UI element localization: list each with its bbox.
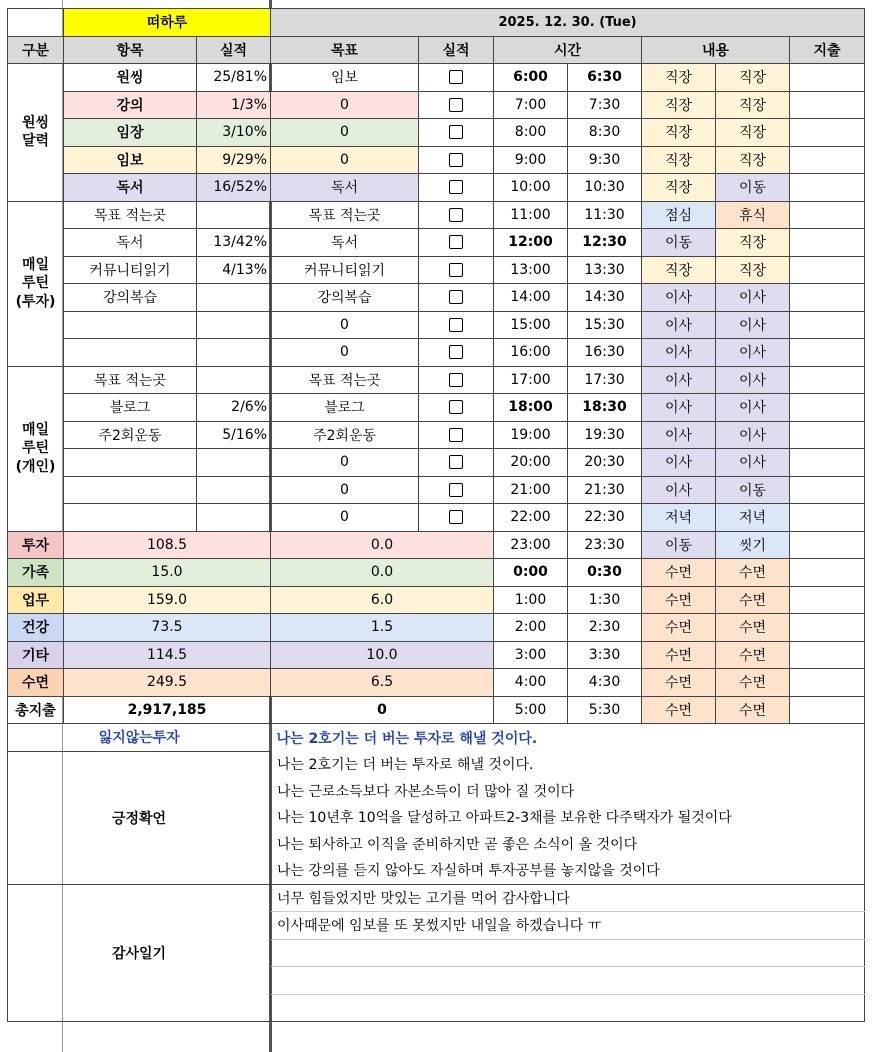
section-label: 매일 루틴 (개인): [8, 366, 64, 531]
time-end: 3:30: [568, 641, 642, 669]
routine-row: [8, 174, 865, 202]
checkbox-cell[interactable]: [419, 119, 494, 147]
affirmation-label: 긍정확언: [8, 751, 271, 884]
gratitude-line[interactable]: [271, 994, 865, 1022]
content-first-half[interactable]: 수면: [642, 614, 716, 642]
time-end: 10:30: [568, 174, 642, 202]
checkbox[interactable]: [449, 208, 463, 222]
routine-result: 4/13%: [197, 256, 271, 284]
routine-item[interactable]: 임보: [64, 146, 197, 174]
routine-item[interactable]: [64, 504, 197, 532]
time-end: 21:30: [568, 476, 642, 504]
summary-value: 249.5: [64, 669, 271, 697]
expense-cell[interactable]: [790, 641, 865, 669]
checkbox[interactable]: [449, 98, 463, 112]
header-row: [8, 36, 865, 64]
routine-row: [8, 91, 865, 119]
routine-item[interactable]: 원씽: [64, 64, 197, 92]
routine-result: 1/3%: [197, 91, 271, 119]
summary-value: 108.5: [64, 531, 271, 559]
content-first-half[interactable]: 점심: [642, 201, 716, 229]
summary-goal: 1.5: [271, 614, 494, 642]
content-second-half[interactable]: 이동: [716, 476, 790, 504]
header-expense: 지출: [790, 36, 865, 64]
content-first-half[interactable]: 직장: [642, 119, 716, 147]
content-second-half[interactable]: 이사: [716, 421, 790, 449]
summary-goal: 0.0: [271, 531, 494, 559]
time-start: 12:00: [494, 229, 568, 257]
routine-item[interactable]: 블로그: [64, 394, 197, 422]
expense-cell[interactable]: [790, 394, 865, 422]
summary-value: 15.0: [64, 559, 271, 587]
time-start: 14:00: [494, 284, 568, 312]
checkbox[interactable]: [449, 70, 463, 84]
checkbox[interactable]: [449, 180, 463, 194]
content-second-half[interactable]: 이사: [716, 366, 790, 394]
content-second-half[interactable]: 수면: [716, 696, 790, 724]
content-first-half[interactable]: 저녁: [642, 504, 716, 532]
gratitude-line[interactable]: [271, 967, 865, 995]
expense-cell[interactable]: [790, 559, 865, 587]
affirmation-line[interactable]: 나는 근로소득보다 자본소득이 더 많아 질 것이다: [271, 778, 865, 805]
checkbox[interactable]: [449, 263, 463, 277]
checkbox[interactable]: [449, 318, 463, 332]
expense-cell[interactable]: [790, 449, 865, 477]
checkbox-cell[interactable]: [419, 146, 494, 174]
header-content: 내용: [642, 36, 790, 64]
affirmation-line[interactable]: 나는 강의를 듣지 않아도 자실하며 투자공부를 놓지않을 것이다: [271, 857, 865, 884]
content-first-half[interactable]: 직장: [642, 146, 716, 174]
summary-label: 업무: [8, 586, 64, 614]
routine-goal[interactable]: 강의복습: [271, 284, 419, 312]
time-start: 19:00: [494, 421, 568, 449]
expense-cell[interactable]: [790, 284, 865, 312]
content-second-half[interactable]: 이사: [716, 311, 790, 339]
expense-cell[interactable]: [790, 174, 865, 202]
checkbox[interactable]: [449, 153, 463, 167]
expense-cell[interactable]: [790, 504, 865, 532]
time-start: 10:00: [494, 174, 568, 202]
time-start: 5:00: [494, 696, 568, 724]
expense-cell[interactable]: [790, 421, 865, 449]
content-second-half[interactable]: 이사: [716, 449, 790, 477]
summary-value: 73.5: [64, 614, 271, 642]
routine-result: [197, 311, 271, 339]
total-row: [8, 696, 865, 724]
checkbox-cell[interactable]: [419, 91, 494, 119]
content-first-half[interactable]: 수면: [642, 669, 716, 697]
affirmation-line[interactable]: 나는 퇴사하고 이직을 준비하지만 곧 좋은 소식이 올 것이다: [271, 831, 865, 858]
checkbox[interactable]: [449, 235, 463, 249]
checkbox[interactable]: [449, 428, 463, 442]
time-start: 23:00: [494, 531, 568, 559]
time-end: 7:30: [568, 91, 642, 119]
checkbox-cell[interactable]: [419, 174, 494, 202]
time-end: 9:30: [568, 146, 642, 174]
time-start: 3:00: [494, 641, 568, 669]
checkbox[interactable]: [449, 400, 463, 414]
content-second-half[interactable]: 직장: [716, 256, 790, 284]
expense-cell[interactable]: [790, 119, 865, 147]
routine-row: [8, 366, 865, 394]
routine-goal[interactable]: 목표 적는곳: [271, 201, 419, 229]
total-label: 총지출: [8, 696, 64, 724]
routine-item[interactable]: 주2회운동: [64, 421, 197, 449]
content-first-half[interactable]: 이동: [642, 531, 716, 559]
daily-planner-table: [7, 8, 865, 1022]
content-second-half[interactable]: 수면: [716, 586, 790, 614]
routine-goal[interactable]: 독서: [271, 174, 419, 202]
routine-item[interactable]: 강의복습: [64, 284, 197, 312]
checkbox-cell[interactable]: [419, 284, 494, 312]
summary-label: 건강: [8, 614, 64, 642]
routine-item[interactable]: 커뮤니티읽기: [64, 256, 197, 284]
checkbox-cell[interactable]: [419, 64, 494, 92]
time-end: 22:30: [568, 504, 642, 532]
slogan-row: [8, 724, 865, 752]
time-start: 21:00: [494, 476, 568, 504]
routine-item[interactable]: 임장: [64, 119, 197, 147]
expense-cell[interactable]: [790, 201, 865, 229]
routine-result: 3/10%: [197, 119, 271, 147]
total-goal: 0: [271, 696, 494, 724]
routine-row: [8, 229, 865, 257]
time-start: 20:00: [494, 449, 568, 477]
expense-cell[interactable]: [790, 91, 865, 119]
summary-row: [8, 669, 865, 697]
routine-item[interactable]: 목표 적는곳: [64, 366, 197, 394]
time-end: 8:30: [568, 119, 642, 147]
time-start: 11:00: [494, 201, 568, 229]
planner-body: [8, 9, 865, 1022]
planner-date: 2025. 12. 30. (Tue): [271, 9, 865, 37]
checkbox[interactable]: [449, 125, 463, 139]
time-start: 0:00: [494, 559, 568, 587]
content-first-half[interactable]: 직장: [642, 256, 716, 284]
checkbox[interactable]: [449, 290, 463, 304]
content-second-half[interactable]: 수면: [716, 559, 790, 587]
time-end: 17:30: [568, 366, 642, 394]
gratitude-line[interactable]: [271, 939, 865, 967]
content-first-half[interactable]: 이사: [642, 311, 716, 339]
affirmation-line[interactable]: 나는 2호기는 더 버는 투자로 해낼 것이다.: [271, 751, 865, 778]
expense-cell[interactable]: [790, 696, 865, 724]
content-first-half[interactable]: 이사: [642, 449, 716, 477]
time-end: 2:30: [568, 614, 642, 642]
summary-row: [8, 531, 865, 559]
routine-result: 25/81%: [197, 64, 271, 92]
routine-result: [197, 284, 271, 312]
checkbox-cell[interactable]: [419, 201, 494, 229]
routine-row: [8, 504, 865, 532]
header-goal: 목표: [271, 36, 419, 64]
checkbox-cell[interactable]: [419, 256, 494, 284]
time-start: 9:00: [494, 146, 568, 174]
routine-item[interactable]: [64, 339, 197, 367]
content-first-half[interactable]: 이동: [642, 229, 716, 257]
routine-goal[interactable]: 0: [271, 504, 419, 532]
checkbox-cell[interactable]: [419, 421, 494, 449]
summary-row: [8, 559, 865, 587]
time-end: 11:30: [568, 201, 642, 229]
header-result: 실적: [197, 36, 271, 64]
routine-goal[interactable]: 0: [271, 146, 419, 174]
summary-goal: 10.0: [271, 641, 494, 669]
routine-goal[interactable]: 독서: [271, 229, 419, 257]
routine-item[interactable]: 독서: [64, 229, 197, 257]
checkbox-cell[interactable]: [419, 476, 494, 504]
routine-row: [8, 394, 865, 422]
content-first-half[interactable]: 직장: [642, 174, 716, 202]
expense-cell[interactable]: [790, 669, 865, 697]
header-result2: 실적: [419, 36, 494, 64]
time-start: 4:00: [494, 669, 568, 697]
summary-row: [8, 586, 865, 614]
content-second-half[interactable]: 이동: [716, 174, 790, 202]
routine-goal[interactable]: 주2회운동: [271, 421, 419, 449]
summary-value: 159.0: [64, 586, 271, 614]
routine-goal[interactable]: 0: [271, 339, 419, 367]
affirmation-line[interactable]: 나는 10년후 10억을 달성하고 아파트2-3채를 보유한 다주택자가 될것이다: [271, 804, 865, 831]
routine-goal[interactable]: 목표 적는곳: [271, 366, 419, 394]
gratitude-line[interactable]: 이사때문에 임보를 또 못썼지만 내일을 하겠습니다 ㅠ: [271, 912, 865, 940]
content-second-half[interactable]: 수면: [716, 641, 790, 669]
checkbox-cell[interactable]: [419, 311, 494, 339]
routine-goal[interactable]: 0: [271, 91, 419, 119]
routine-row: [8, 201, 865, 229]
gratitude-line[interactable]: 너무 힘들었지만 맛있는 고기를 먹어 감사합니다: [271, 884, 865, 912]
time-start: 6:00: [494, 64, 568, 92]
routine-row: [8, 311, 865, 339]
expense-cell[interactable]: [790, 339, 865, 367]
routine-item[interactable]: 독서: [64, 174, 197, 202]
summary-label: 수면: [8, 669, 64, 697]
checkbox-cell[interactable]: [419, 366, 494, 394]
total-value: 2,917,185: [64, 696, 271, 724]
time-end: 6:30: [568, 64, 642, 92]
content-first-half[interactable]: 직장: [642, 64, 716, 92]
time-start: 15:00: [494, 311, 568, 339]
content-first-half[interactable]: 이사: [642, 284, 716, 312]
content-second-half[interactable]: 수면: [716, 614, 790, 642]
checkbox[interactable]: [449, 455, 463, 469]
routine-row: [8, 284, 865, 312]
routine-goal[interactable]: 0: [271, 311, 419, 339]
content-second-half[interactable]: 이사: [716, 284, 790, 312]
routine-row: [8, 146, 865, 174]
routine-result: [197, 339, 271, 367]
time-start: 1:00: [494, 586, 568, 614]
summary-goal: 0.0: [271, 559, 494, 587]
content-second-half[interactable]: 직장: [716, 229, 790, 257]
content-first-half[interactable]: 이사: [642, 421, 716, 449]
expense-cell[interactable]: [790, 229, 865, 257]
routine-item[interactable]: 강의: [64, 91, 197, 119]
routine-row: [8, 119, 865, 147]
checkbox-cell[interactable]: [419, 449, 494, 477]
expense-cell[interactable]: [790, 614, 865, 642]
time-end: 23:30: [568, 531, 642, 559]
content-second-half[interactable]: 이사: [716, 394, 790, 422]
time-end: 5:30: [568, 696, 642, 724]
slogan-right: 나는 2호기는 더 버는 투자로 해낼 것이다.: [271, 724, 865, 752]
expense-cell[interactable]: [790, 586, 865, 614]
routine-row: [8, 449, 865, 477]
content-first-half[interactable]: 이사: [642, 366, 716, 394]
routine-item[interactable]: [64, 449, 197, 477]
content-second-half[interactable]: 이사: [716, 339, 790, 367]
checkbox-cell[interactable]: [419, 504, 494, 532]
slogan-left: 잃지않는투자: [8, 724, 271, 752]
time-start: 2:00: [494, 614, 568, 642]
routine-result: [197, 504, 271, 532]
expense-cell[interactable]: [790, 256, 865, 284]
content-second-half[interactable]: 직장: [716, 91, 790, 119]
gratitude-row: [8, 884, 865, 912]
routine-item[interactable]: 목표 적는곳: [64, 201, 197, 229]
checkbox[interactable]: [449, 345, 463, 359]
checkbox[interactable]: [449, 373, 463, 387]
routine-result: [197, 476, 271, 504]
routine-row: [8, 421, 865, 449]
planner-title: 떠하루: [64, 9, 271, 37]
time-end: 4:30: [568, 669, 642, 697]
section-label: 원씽 달력: [8, 64, 64, 202]
content-second-half[interactable]: 휴식: [716, 201, 790, 229]
routine-row: [8, 256, 865, 284]
expense-cell[interactable]: [790, 366, 865, 394]
routine-goal[interactable]: 0: [271, 449, 419, 477]
routine-goal[interactable]: 커뮤니티읽기: [271, 256, 419, 284]
time-start: 8:00: [494, 119, 568, 147]
content-first-half[interactable]: 수면: [642, 696, 716, 724]
routine-result: [197, 366, 271, 394]
time-end: 19:30: [568, 421, 642, 449]
content-second-half[interactable]: 직장: [716, 119, 790, 147]
gratitude-label: 감사일기: [8, 884, 271, 1022]
summary-row: [8, 641, 865, 669]
content-second-half[interactable]: 수면: [716, 669, 790, 697]
routine-result: [197, 449, 271, 477]
time-end: 13:30: [568, 256, 642, 284]
routine-result: 13/42%: [197, 229, 271, 257]
header-time: 시간: [494, 36, 642, 64]
checkbox-cell[interactable]: [419, 339, 494, 367]
title-row: [8, 9, 865, 37]
routine-row: [8, 64, 865, 92]
content-first-half[interactable]: 이사: [642, 339, 716, 367]
header-category: 구분: [8, 36, 64, 64]
time-end: 20:30: [568, 449, 642, 477]
content-second-half[interactable]: 직장: [716, 64, 790, 92]
time-end: 18:30: [568, 394, 642, 422]
time-end: 14:30: [568, 284, 642, 312]
expense-cell[interactable]: [790, 64, 865, 92]
content-second-half[interactable]: 씻기: [716, 531, 790, 559]
section-label: 매일 루틴 (투자): [8, 201, 64, 366]
affirmation-row: [8, 751, 865, 778]
summary-label: 기타: [8, 641, 64, 669]
time-start: 13:00: [494, 256, 568, 284]
content-second-half[interactable]: 저녁: [716, 504, 790, 532]
routine-row: [8, 339, 865, 367]
routine-goal[interactable]: 0: [271, 476, 419, 504]
expense-cell[interactable]: [790, 476, 865, 504]
summary-row: [8, 614, 865, 642]
time-start: 22:00: [494, 504, 568, 532]
checkbox-cell[interactable]: [419, 394, 494, 422]
routine-result: 16/52%: [197, 174, 271, 202]
time-end: 15:30: [568, 311, 642, 339]
content-first-half[interactable]: 수면: [642, 641, 716, 669]
routine-result: 5/16%: [197, 421, 271, 449]
header-item: 항목: [64, 36, 197, 64]
routine-result: [197, 201, 271, 229]
summary-goal: 6.5: [271, 669, 494, 697]
checkbox[interactable]: [449, 483, 463, 497]
routine-result: 2/6%: [197, 394, 271, 422]
content-first-half[interactable]: 수면: [642, 559, 716, 587]
summary-goal: 6.0: [271, 586, 494, 614]
expense-cell[interactable]: [790, 311, 865, 339]
content-first-half[interactable]: 이사: [642, 476, 716, 504]
routine-item[interactable]: [64, 311, 197, 339]
summary-value: 114.5: [64, 641, 271, 669]
content-first-half[interactable]: 이사: [642, 394, 716, 422]
content-first-half[interactable]: 직장: [642, 91, 716, 119]
checkbox-cell[interactable]: [419, 229, 494, 257]
time-end: 12:30: [568, 229, 642, 257]
routine-item[interactable]: [64, 476, 197, 504]
routine-goal[interactable]: 0: [271, 119, 419, 147]
time-start: 7:00: [494, 91, 568, 119]
routine-goal[interactable]: 블로그: [271, 394, 419, 422]
routine-row: [8, 476, 865, 504]
routine-result: 9/29%: [197, 146, 271, 174]
summary-label: 투자: [8, 531, 64, 559]
time-start: 17:00: [494, 366, 568, 394]
time-start: 18:00: [494, 394, 568, 422]
time-end: 0:30: [568, 559, 642, 587]
time-start: 16:00: [494, 339, 568, 367]
routine-goal[interactable]: 임보: [271, 64, 419, 92]
time-end: 16:30: [568, 339, 642, 367]
content-second-half[interactable]: 직장: [716, 146, 790, 174]
expense-cell[interactable]: [790, 146, 865, 174]
summary-label: 가족: [8, 559, 64, 587]
checkbox[interactable]: [449, 510, 463, 524]
expense-cell[interactable]: [790, 531, 865, 559]
content-first-half[interactable]: 수면: [642, 586, 716, 614]
time-end: 1:30: [568, 586, 642, 614]
